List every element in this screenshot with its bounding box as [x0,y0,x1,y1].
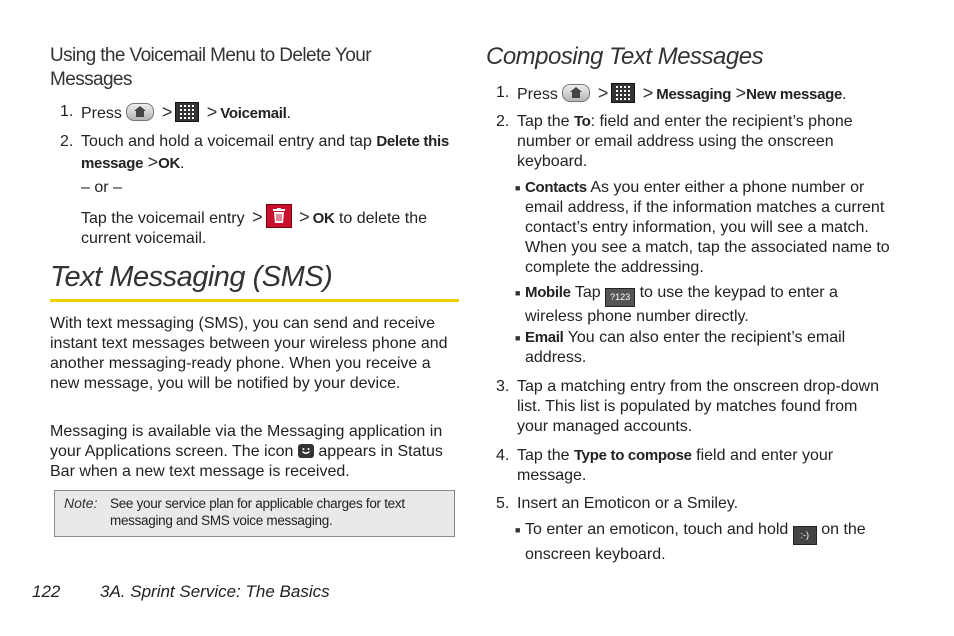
or-separator: – or – [81,179,122,196]
note-box [54,490,455,537]
compose-section-heading: Composing Text Messages [486,43,764,70]
sms-paragraph-2: Messaging is available via the Messaging application in your Applications screen. The icon appears in Status Bar when a new text message is received. [50,423,443,480]
sms-paragraph-1: With text messaging (SMS), you can send and receive instant text messages between your wireless phone and another messaging-ready phone. When you receive a new message, you will be notified by your device. [50,315,448,392]
voicemail-step-2: 2. Touch and hold a voicemail entry and tap Delete this message >OK. [60,133,449,172]
home-key-icon [126,103,154,121]
mobile-bullet: ■ Mobile Tap ?123 to use the keypad to enter a wireless phone number directly. [515,284,838,325]
note-text: See your service plan for applicable charges for text messaging and SMS voice messaging. [110,496,405,528]
note-label: Note: [64,495,98,511]
bullet-icon: ■ [515,288,521,298]
emoticon-bullet: ■ To enter an emoticon, touch and hold :-) on the onscreen keyboard. [515,521,866,563]
compose-step-2: 2. Tap the To: field and enter the recipient’s phone number or email address using the onscreen keyboard. [496,113,853,170]
sms-section-heading: Text Messaging (SMS) [50,261,333,293]
bullet-icon: ■ [515,183,521,193]
home-key-icon [562,84,590,102]
compose-step-5: 5. Insert an Emoticon or a Smiley. [496,495,739,512]
compose-step-3: 3. Tap a matching entry from the onscreen drop-down list. This list is populated by matches found from your managed accounts. [496,378,879,435]
bullet-icon: ■ [515,525,521,535]
messaging-notification-icon [298,444,314,458]
bullet-icon: ■ [515,333,521,343]
trash-icon [266,204,292,228]
voicemail-section-heading: Using the Voicemail Menu to Delete Your Messages [50,45,371,90]
compose-step-4: 4. Tap the Type to compose field and enter your message. [496,447,834,484]
email-bullet: ■ Email You can also enter the recipient’s email address. [515,329,846,366]
heading-rule [50,299,459,302]
number-keypad-key-icon: ?123 [605,288,635,307]
page-number: 122 [32,582,61,601]
applications-grid-icon [175,102,199,122]
compose-step-1: 1. Press > > Messaging >New message. [496,83,847,103]
smiley-key-icon: :-) [793,526,817,545]
voicemail-alt-step: Tap the voicemail entry > > OK to delete the current voicemail. [81,204,451,249]
section-title: 3A. Sprint Service: The Basics [100,582,330,601]
applications-grid-icon [611,83,635,103]
voicemail-step-1: 1. Press > > Voicemail. [60,102,291,122]
contacts-bullet: ■ Contacts As you enter either a phone number or email address, if the information matches a current contact’s entry information, you will see a match. When you see a match, tap the associated name to complete the addressing. [515,179,890,276]
